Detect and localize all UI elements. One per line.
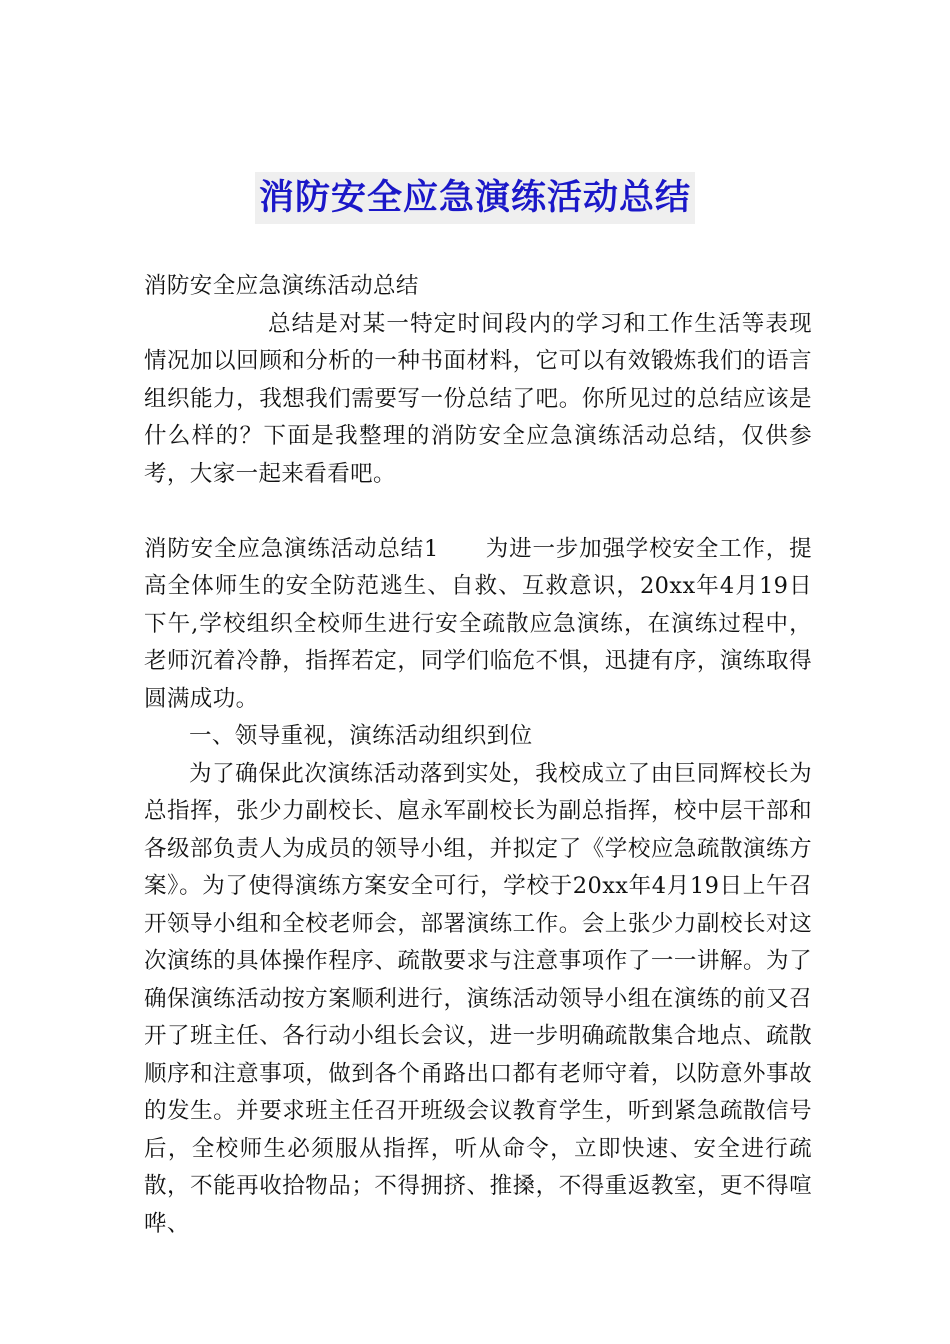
subtitle-paragraph: 消防安全应急演练活动总结 [144, 273, 419, 299]
leadership-paragraph: 为了确保此次演练活动落到实处，我校成立了由巨同辉校长为总指挥，张少力副校长、扈永军副校长为副总指挥，校中层干部和各级部负责人为成员的领导小组，并拟定了《学校应急疏散演练方案》。为了使得演练方案安全可行，学校于20xx年4月19日上午召开领导小组和全校老师会，部署演练工作。会上张少力副校长对这次演练的具体操作程序、疏散要求与注意事项作了一一讲解。为了确保演练活动按方案顺利进行，演练活动领导小组在演练的前又召开了班主任、各行动小组长会议，进一步明确疏散集合地点、疏散顺序和注意事项，做到各个甬路出口都有老师守着，以防意外事故的发生。并要求班主任召开班级会议教育学生，听到紧急疏散信号后，全校师生必须服从指挥，听从命令，立即快速、安全进行疏散，不能再收拾物品；不得拥挤、推搡，不得重返教室，更不得喧哗、 [144, 760, 812, 1237]
title-container [0, 172, 950, 224]
section-1-paragraph: 消防安全应急演练活动总结1 为进一步加强学校安全工作，提高全体师生的安全防范逃生、自救、互救意识，20xx年4月19日下午,学校组织全校师生进行安全疏散应急演练，在演练过程中，老师沉着冷静，指挥若定，同学们临危不惧，迅捷有序，演练取得圆满成功。 [144, 535, 812, 712]
document-body [144, 268, 812, 1243]
document-title: 消防安全应急演练活动总结 [255, 172, 695, 224]
intro-paragraph: 总结是对某一特定时间段内的学习和工作生活等表现情况加以回顾和分析的一种书面材料，它可以有效锻炼我们的语言组织能力，我想我们需要写一份总结了吧。你所见过的总结应该是什么样的？下面是我整理的消防安全应急演练活动总结，仅供参考，大家一起来看看吧。 [144, 310, 812, 487]
heading-leadership: 一、领导重视，演练活动组织到位 [189, 723, 533, 749]
paragraph-gap [144, 493, 812, 531]
